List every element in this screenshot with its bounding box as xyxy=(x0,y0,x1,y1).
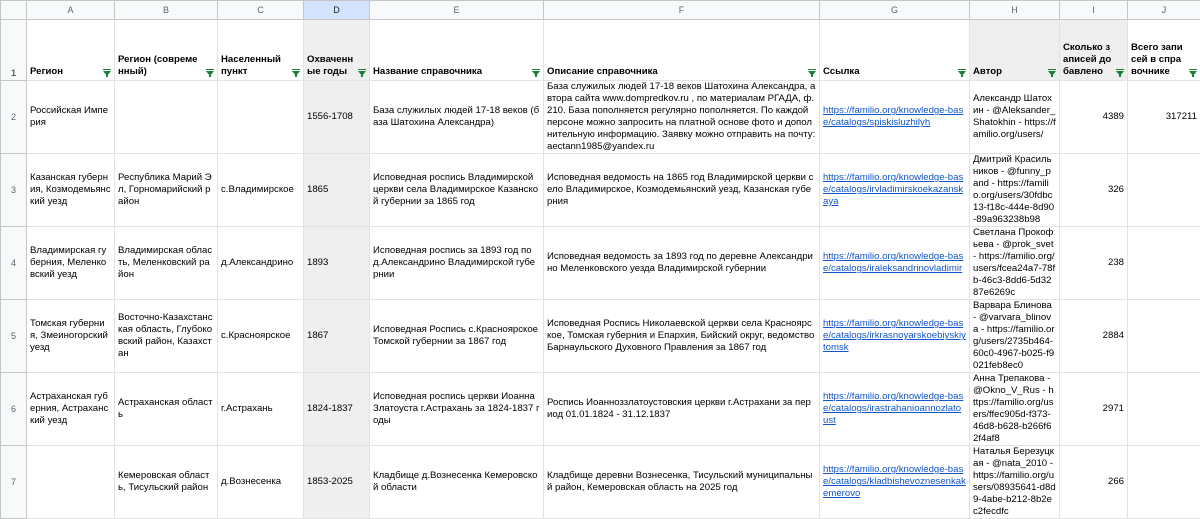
header-label: Населенный пункт xyxy=(221,54,281,77)
table-row xyxy=(1,227,1200,300)
cell-link[interactable] xyxy=(820,154,970,227)
cell-total-records[interactable] xyxy=(1128,446,1200,519)
filter-icon[interactable] xyxy=(1048,71,1056,76)
header-label: Регион (современный) xyxy=(118,54,198,77)
cell-total-records[interactable] xyxy=(1128,373,1200,446)
column-letter-g[interactable]: G xyxy=(820,1,970,20)
header-cell-region[interactable] xyxy=(27,20,115,81)
cell-link[interactable] xyxy=(820,81,970,154)
column-letter-f[interactable]: F xyxy=(544,1,820,20)
header-cell-records-added[interactable] xyxy=(1060,20,1128,81)
cell-settlement[interactable]: с.Владимирское xyxy=(218,154,304,227)
catalog-link[interactable]: https://familio.org/knowledge-base/catalogs/irkrasnoyarskoebiyskiytomsk xyxy=(823,318,966,353)
filter-icon[interactable] xyxy=(958,71,966,76)
cell-total-records[interactable] xyxy=(1128,300,1200,373)
cell-link[interactable] xyxy=(820,300,970,373)
cell-years[interactable]: 1867 xyxy=(304,300,370,373)
header-cell-years[interactable] xyxy=(304,20,370,81)
cell-years[interactable]: 1853-2025 xyxy=(304,446,370,519)
cell-region-modern[interactable]: Кемеровская область, Тисульский район xyxy=(115,446,218,519)
cell-directory-name[interactable]: Исповедная роспись церкви Иоанна Златоуста г.Астрахань за 1824-1837 годы xyxy=(370,373,544,446)
catalog-link[interactable]: https://familio.org/knowledge-base/catalogs/irastrahanioannozlatoust xyxy=(823,391,963,426)
cell-records-added[interactable]: 4389 xyxy=(1060,81,1128,154)
cell-total-records[interactable] xyxy=(1128,154,1200,227)
cell-link[interactable] xyxy=(820,446,970,519)
cell-records-added[interactable]: 238 xyxy=(1060,227,1128,300)
header-cell-total-records[interactable] xyxy=(1128,20,1200,81)
column-letter-a[interactable]: A xyxy=(27,1,115,20)
select-all-corner[interactable] xyxy=(1,1,27,20)
cell-settlement[interactable]: г.Астрахань xyxy=(218,373,304,446)
header-label: Ссылка xyxy=(823,66,860,77)
header-cell-author[interactable] xyxy=(970,20,1060,81)
row-number[interactable]: 5 xyxy=(1,300,27,373)
row-number[interactable]: 2 xyxy=(1,81,27,154)
cell-link[interactable] xyxy=(820,373,970,446)
header-label: Всего записей в справочнике xyxy=(1131,42,1183,77)
cell-years[interactable]: 1865 xyxy=(304,154,370,227)
cell-settlement[interactable]: д.Александрино xyxy=(218,227,304,300)
column-letter-i[interactable]: I xyxy=(1060,1,1128,20)
header-row xyxy=(1,20,1200,81)
cell-author[interactable]: Наталья Березуцкая - @nata_2010 - https://familio.org/users/08935641-d8d9-4abe-b212-8b2ec2fecdfc xyxy=(970,446,1060,519)
cell-author[interactable]: Александр Шатохин - @Aleksander_Shatokhin - https://familio.org/users/ xyxy=(970,81,1060,154)
column-letter-e[interactable]: E xyxy=(370,1,544,20)
cell-records-added[interactable]: 2971 xyxy=(1060,373,1128,446)
filter-icon[interactable] xyxy=(808,71,816,76)
cell-region[interactable]: Томская губерния, Змеиногорский уезд xyxy=(27,300,115,373)
filter-icon[interactable] xyxy=(358,71,366,76)
row-number[interactable]: 4 xyxy=(1,227,27,300)
header-label: Регион xyxy=(30,66,63,77)
header-cell-link[interactable] xyxy=(820,20,970,81)
cell-author[interactable]: Дмитрий Красильников - @funny_pand - https://familio.org/users/30fdbc13-f18c-444e-8d90-89a963238b98 xyxy=(970,154,1060,227)
cell-years[interactable]: 1893 xyxy=(304,227,370,300)
filter-icon[interactable] xyxy=(206,71,214,76)
cell-directory-name[interactable]: Кладбище д.Вознесенка Кемеровской области xyxy=(370,446,544,519)
cell-directory-name[interactable]: Исповедная Роспись с.Красноярское Томской губернии за 1867 год xyxy=(370,300,544,373)
catalog-link[interactable]: https://familio.org/knowledge-base/catalogs/kladbishevoznesenkakemerovo xyxy=(823,464,966,499)
cell-directory-description[interactable]: Исповедная ведомость за 1893 год по деревне Александрино Меленковского уезда Владимирской губернии xyxy=(544,227,820,300)
cell-region[interactable]: Российская Империя xyxy=(27,81,115,154)
header-cell-directory-name[interactable] xyxy=(370,20,544,81)
header-label: Автор xyxy=(973,66,1002,77)
cell-directory-name[interactable]: База служилых людей 17-18 веков (база Шатохина Александра) xyxy=(370,81,544,154)
header-cell-directory-description[interactable] xyxy=(544,20,820,81)
cell-years[interactable]: 1824-1837 xyxy=(304,373,370,446)
table-row xyxy=(1,446,1200,519)
cell-region-modern[interactable]: Астраханская область xyxy=(115,373,218,446)
column-letter-d[interactable]: D xyxy=(304,1,370,20)
column-header-bar xyxy=(1,1,1200,20)
cell-link[interactable] xyxy=(820,227,970,300)
catalog-link[interactable]: https://familio.org/knowledge-base/catalogs/spiskisluzhilyh xyxy=(823,105,963,128)
data-rows xyxy=(1,81,1200,519)
cell-directory-description[interactable]: Кладбище деревни Вознесенка, Тисульский муниципальный район, Кемеровская область на 2025 год xyxy=(544,446,820,519)
cell-region[interactable]: Казанская губерния, Козмодемьянский уезд xyxy=(27,154,115,227)
cell-records-added[interactable]: 266 xyxy=(1060,446,1128,519)
cell-directory-description[interactable]: Исповедная ведомость на 1865 год Владимирской церкви село Владимирское, Козмодемьянский уезд, Казанская губерния xyxy=(544,154,820,227)
cell-author[interactable]: Анна Трепакова - @Okno_V_Rus - https://familio.org/users/ffec905d-f373-46d8-b628-b266f62f4af8 xyxy=(970,373,1060,446)
cell-region-modern[interactable] xyxy=(115,81,218,154)
cell-region[interactable]: Астраханская губерния, Астраханский уезд xyxy=(27,373,115,446)
cell-region-modern[interactable]: Восточно-Казахстанская область, Глубоковский район, Казахстан xyxy=(115,300,218,373)
cell-region[interactable]: Владимирская губерния, Меленковский уезд xyxy=(27,227,115,300)
cell-years[interactable]: 1556-1708 xyxy=(304,81,370,154)
cell-directory-name[interactable]: Исповедная роспись за 1893 год по д.Александрино Владимирской губернии xyxy=(370,227,544,300)
header-cell-settlement[interactable] xyxy=(218,20,304,81)
column-letter-j[interactable]: J xyxy=(1128,1,1200,20)
filter-icon[interactable] xyxy=(1189,71,1197,76)
column-letter-c[interactable]: C xyxy=(218,1,304,20)
catalog-link[interactable]: https://familio.org/knowledge-base/catalogs/iraleksandrinovladimir xyxy=(823,251,963,274)
table-row xyxy=(1,81,1200,154)
cell-settlement[interactable]: д.Вознесенка xyxy=(218,446,304,519)
header-label: Охваченные годы xyxy=(307,54,353,77)
cell-total-records[interactable] xyxy=(1128,227,1200,300)
cell-total-records[interactable]: 317211 xyxy=(1128,81,1200,154)
cell-region[interactable] xyxy=(27,446,115,519)
cell-directory-description[interactable]: База служилых людей 17-18 веков Шатохина Александра, автора сайта www.dompredkov.ru , по материалам РГАДА, ф.210. База пополняется регулярно пополняется. По каждой персоне можно запросить на платной основе фото и дополнительную информацию. Заявку можно отправить на почту: aectann1985@yandex.ru xyxy=(544,81,820,154)
row-number[interactable]: 3 xyxy=(1,154,27,227)
table-row xyxy=(1,300,1200,373)
header-cell-region-modern[interactable] xyxy=(115,20,218,81)
cell-author[interactable]: Варвара Блинова - @varvara_blinova - https://familio.org/users/2735b464-60c0-4967-b025-f9021feb8ec0 xyxy=(970,300,1060,373)
header-label: Сколько записей добавлено xyxy=(1063,42,1111,77)
cell-settlement[interactable] xyxy=(218,81,304,154)
row-number[interactable]: 1 xyxy=(1,20,27,81)
catalog-link[interactable]: https://familio.org/knowledge-base/catalogs/irvladimirskoekazanskaya xyxy=(823,172,963,207)
cell-author[interactable]: Светлана Прокофьева - @prok_svet - https://familio.org/users/fcea24a7-78fb-46c3-8dd6-5d3287e6269c xyxy=(970,227,1060,300)
cell-settlement[interactable]: с.Красноярское xyxy=(218,300,304,373)
row-number[interactable]: 7 xyxy=(1,446,27,519)
cell-region-modern[interactable]: Владимирская область, Меленковский район xyxy=(115,227,218,300)
row-number[interactable]: 6 xyxy=(1,373,27,446)
cell-region-modern[interactable]: Республика Марий Эл, Горномарийский район xyxy=(115,154,218,227)
column-letter-b[interactable]: B xyxy=(115,1,218,20)
cell-records-added[interactable]: 2884 xyxy=(1060,300,1128,373)
filter-icon[interactable] xyxy=(103,71,111,76)
table-row xyxy=(1,373,1200,446)
cell-directory-description[interactable]: Исповедная Роспись Николаевской церкви села Красноярское, Томская губерния и Епархия, Бийский округ, ведомство Барнаульского Духовного Правления за 1867 год xyxy=(544,300,820,373)
cell-records-added[interactable]: 326 xyxy=(1060,154,1128,227)
header-label: Название справочника xyxy=(373,66,482,77)
table-row xyxy=(1,154,1200,227)
column-letter-h[interactable]: H xyxy=(970,1,1060,20)
cell-directory-description[interactable]: Роспись Иоанноззлатоустовския церкви г.Астрахани за период 01.01.1824 - 31.12.1837 xyxy=(544,373,820,446)
header-label: Описание справочника xyxy=(547,66,658,77)
filter-icon[interactable] xyxy=(1116,71,1124,76)
filter-icon[interactable] xyxy=(532,71,540,76)
cell-directory-name[interactable]: Исповедная роспись Владимирской церкви села Владимирское Казанской губернии за 1865 год xyxy=(370,154,544,227)
filter-icon[interactable] xyxy=(292,71,300,76)
